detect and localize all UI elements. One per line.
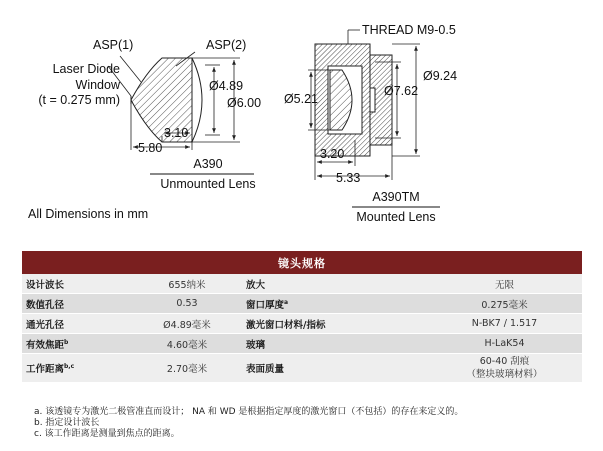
dim-5-33-label: 5.33 (336, 171, 361, 185)
mounted-part-number: A390TM (372, 190, 420, 204)
table-row (22, 334, 582, 354)
asp1-label: ASP(1) (93, 38, 134, 52)
spec-key: 设计波长 (22, 274, 132, 294)
mounted-lens-drawing (284, 23, 457, 224)
table-row (22, 354, 582, 383)
spec-key: 放大 (242, 274, 427, 294)
spec-key: 工作距离$^{b,c}$ (22, 354, 132, 383)
spec-value: 0.53 (132, 294, 242, 314)
footnote-a: a. 该透镜专为激光二极管准直而设计； NA 和 WD 是根据指定厚度的激光窗口（不包括）的存在来定义的。 (34, 407, 464, 417)
aperture-diameter-label: Ø4.89 (209, 79, 244, 93)
asp2-label: ASP(2) (206, 38, 247, 52)
dim-3-20-label: 3.20 (320, 147, 345, 161)
spec-key: 有效焦距$^b$ (22, 334, 132, 354)
mounted-dia-7-62-label: Ø7.62 (384, 84, 419, 98)
spec-value: 0.275毫米 (427, 294, 582, 314)
footnote-c: c. 该工作距离是测量到焦点的距离。 (34, 429, 180, 439)
spec-value: H-LaK54 (427, 334, 582, 354)
mounted-caption: Mounted Lens (356, 210, 436, 224)
spec-key: 窗口厚度$^a$ (242, 294, 427, 314)
spec-key: 通光孔径 (22, 314, 132, 334)
table-row (22, 314, 582, 334)
spec-key: 玻璃 (242, 334, 427, 354)
spec-value: 2.70毫米 (132, 354, 242, 383)
thread-label: THREAD M9-0.5 (362, 23, 456, 37)
spec-value: N-BK7 / 1.517 (427, 314, 582, 334)
mounted-dia-9-24-label: Ø9.24 (423, 69, 458, 83)
unmounted-lens-drawing (38, 38, 261, 191)
spec-table-title: 镜头规格 (22, 251, 582, 274)
spec-value: 4.60毫米 (132, 334, 242, 354)
dim-3-10-label: 3.10 (164, 126, 189, 140)
mounted-dia-5-21-label: Ø5.21 (283, 92, 318, 106)
spec-key: 数值孔径 (22, 294, 132, 314)
table-row (22, 274, 582, 294)
footnotes (34, 407, 594, 440)
unmounted-caption: Unmounted Lens (160, 177, 256, 191)
lens-spec-table (22, 251, 582, 383)
window-label-line1: Laser Diode (52, 62, 120, 76)
outer-diameter-label: Ø6.00 (227, 96, 262, 110)
spec-value: Ø4.89毫米 (132, 314, 242, 334)
spec-key: 激光窗口材料/指标 (242, 314, 427, 334)
table-row (22, 294, 582, 314)
spec-key: 表面质量 (242, 354, 427, 383)
spec-value: 60-40 刮痕 （整块玻璃材料） (427, 354, 582, 383)
spec-value: 无限 (427, 274, 582, 294)
units-note: All Dimensions in mm (28, 207, 149, 221)
dim-5-80-label: 5.80 (138, 141, 163, 155)
spec-value: 655纳米 (132, 274, 242, 294)
window-label-line2: Window (75, 78, 120, 92)
mounted-lens-body (330, 70, 352, 130)
unmounted-part-number: A390 (193, 157, 223, 171)
footnote-b: b. 指定设计波长 (34, 418, 100, 428)
window-label-line3: (t = 0.275 mm) (38, 93, 120, 107)
